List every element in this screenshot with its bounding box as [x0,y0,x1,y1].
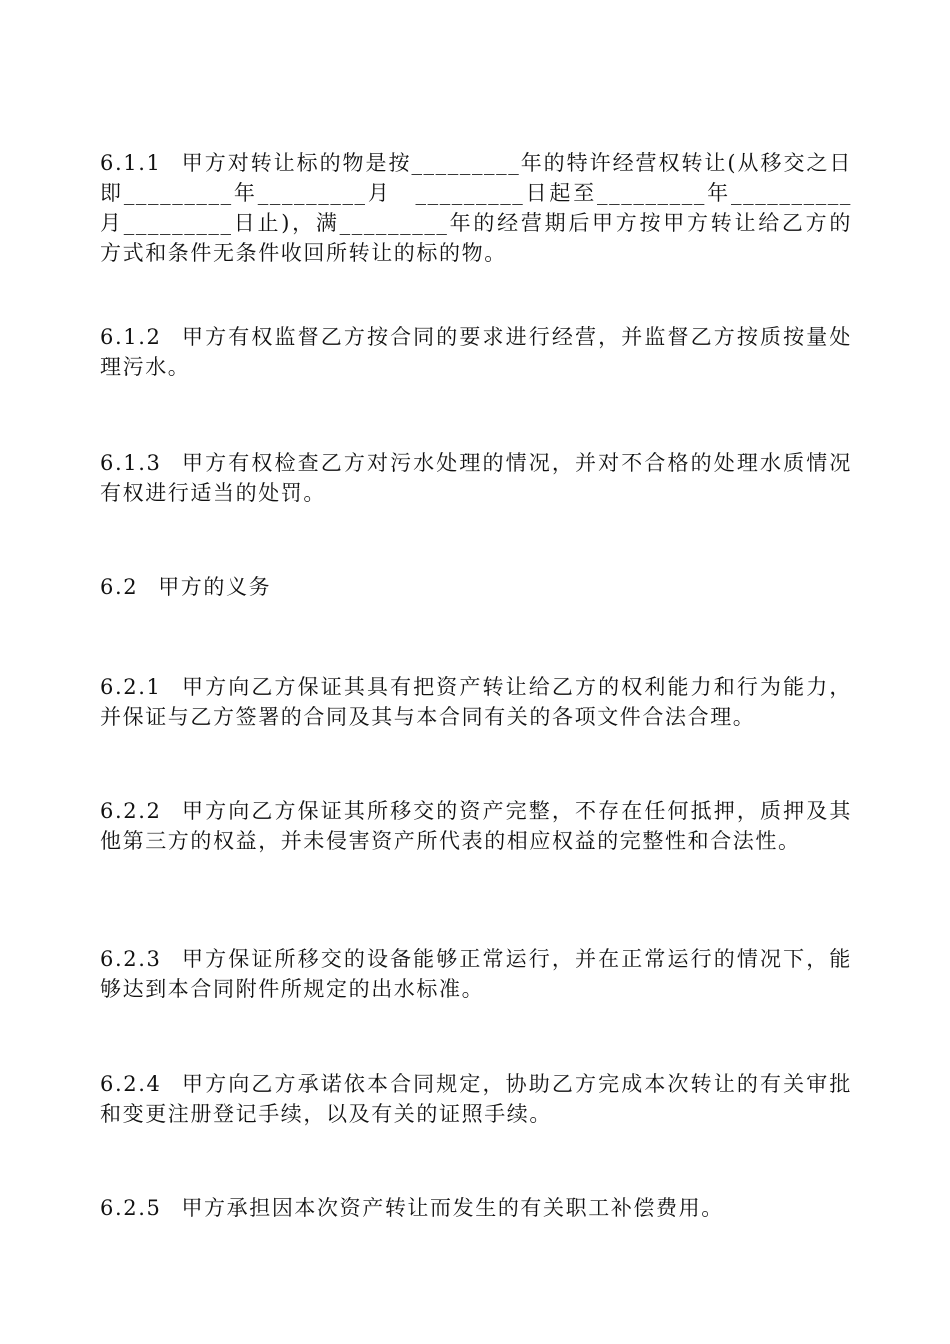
clause-number: 6.2.3 [100,947,162,971]
clause-text: 甲方向乙方承诺依本合同规定，协助乙方完成本次转让的有关审批和变更注册登记手续，以及有关的证照手续。 [100,1072,852,1126]
clause-6-2-3 [100,944,852,1004]
clause-text: 甲方保证所移交的设备能够正常运行，并在正常运行的情况下，能够达到本合同附件所规定的出水标准。 [100,947,852,1001]
clause-6-1-2 [100,322,852,382]
clause-text: 甲方向乙方保证其具有把资产转让给乙方的权利能力和行为能力，并保证与乙方签署的合同及其与本合同有关的各项文件合法合理。 [100,675,852,729]
clause-number: 6.2.2 [100,799,162,823]
clause-number: 6.1.3 [100,451,162,475]
clause-6-2-2 [100,796,852,856]
clause-6-2-1 [100,672,852,732]
clause-text: 甲方对转让标的物是按_________年的特许经营权转让(从移交之日即_________年_________月 _________日起至_________年__________月_________日止)，满_________年的经营期后甲方按甲方转让给乙方的 方式和条件无条件收回所转让的标的物。 [100,151,875,265]
clause-6-2-4 [100,1069,852,1129]
clause-number: 6.2.5 [100,1196,162,1220]
clause-6-1-3 [100,448,852,508]
clause-text: 甲方有权检查乙方对污水处理的情况，并对不合格的处理水质情况有权进行适当的处罚。 [100,451,852,505]
clause-text: 甲方有权监督乙方按合同的要求进行经营，并监督乙方按质按量处理污水。 [100,325,852,379]
clause-number: 6.1.1 [100,151,162,175]
clause-number: 6.1.2 [100,325,162,349]
clause-text: 甲方承担因本次资产转让而发生的有关职工补偿费用。 [181,1196,724,1220]
section-6-2-heading [100,572,852,602]
clause-number: 6.2.1 [100,675,162,699]
clause-text: 甲方向乙方保证其所移交的资产完整，不存在任何抵押，质押及其他第三方的权益，并未侵害资产所代表的相应权益的完整性和合法性。 [100,799,852,853]
clause-number: 6.2 [100,575,139,599]
clause-number: 6.2.4 [100,1072,162,1096]
clause-6-1-1 [100,148,875,268]
clause-6-2-5 [100,1193,852,1223]
clause-text: 甲方的义务 [158,575,272,599]
